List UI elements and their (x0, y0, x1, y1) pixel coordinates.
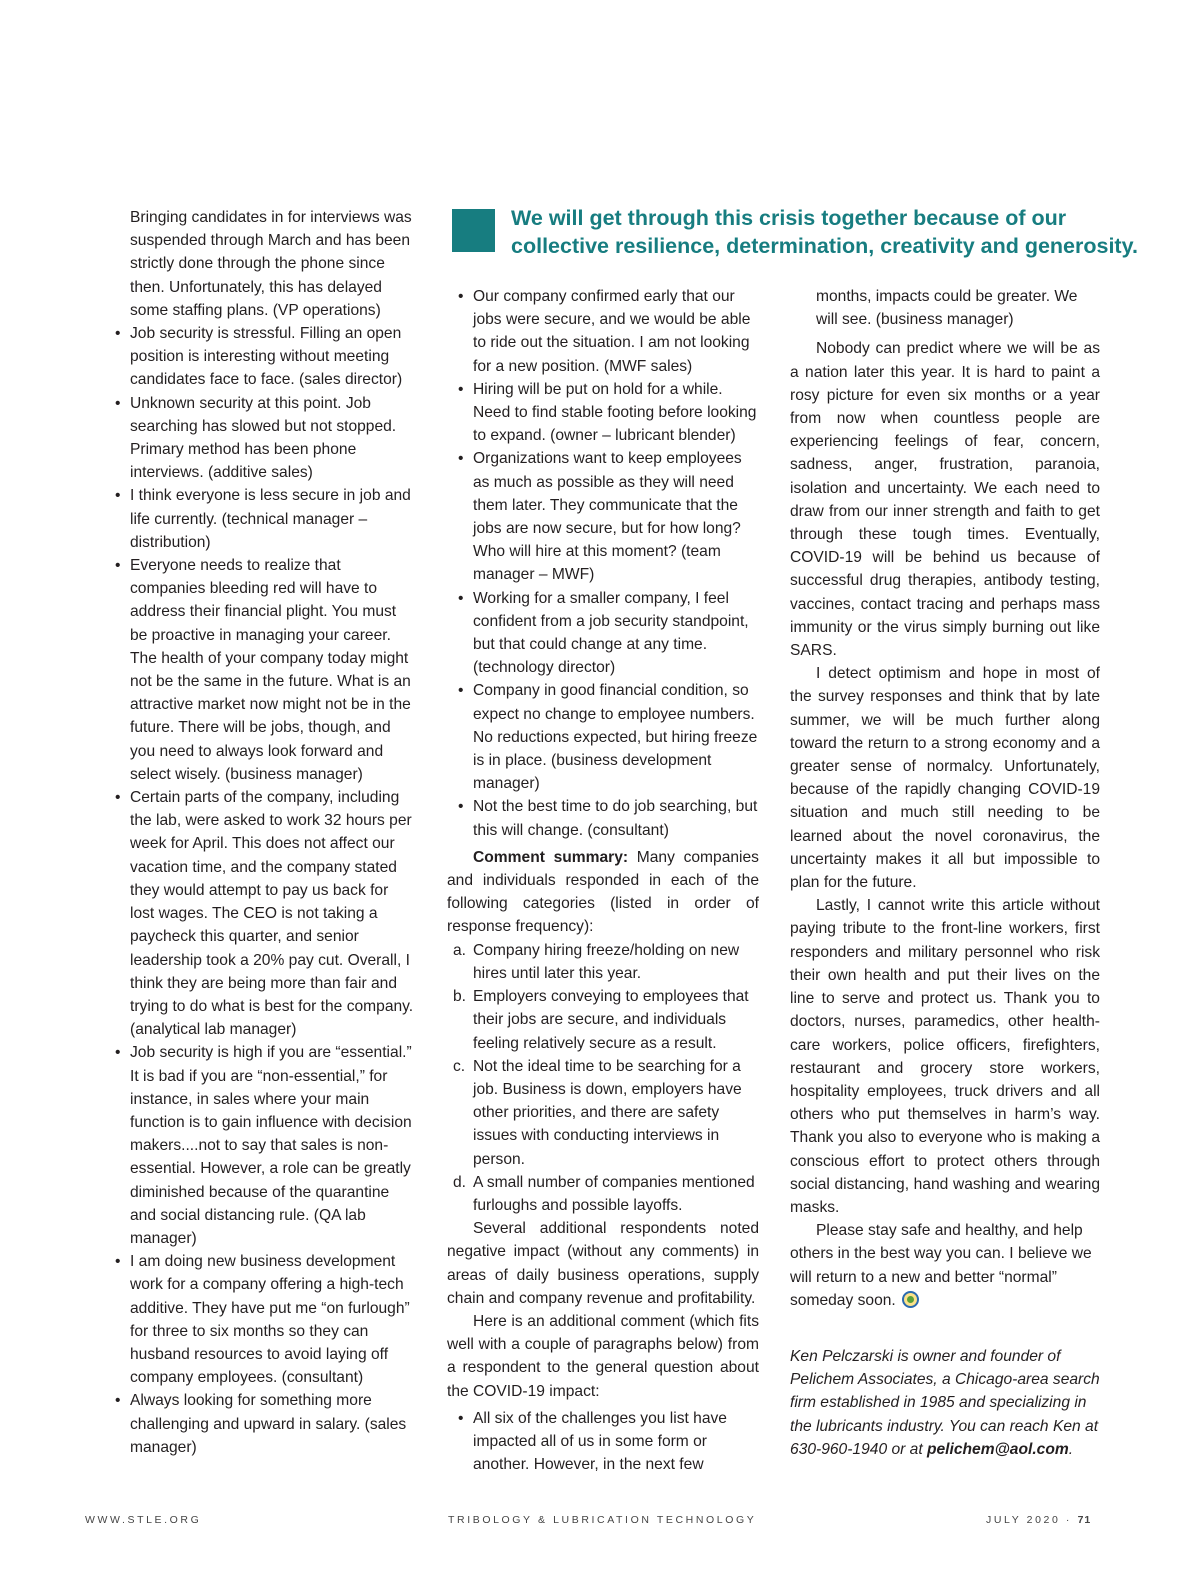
footer-separator: · (1065, 1514, 1073, 1526)
comment-item: • Job security is high if you are “essential.” It is bad if you are “non-essential,” for instance, in sales where your main function is to gain influence with decision makers....not to say that sales is non-essential. However, a role can be greatly diminished because of the quarantine and social distancing rule. (QA lab manager) (113, 1041, 415, 1250)
category-label: d. (453, 1173, 467, 1191)
comment-item: • Not the best time to do job searching, but this will change. (consultant) (447, 795, 759, 841)
comment-item: • Company in good financial condition, so expect no change to employee numbers. No reductions expected, but hiring freeze is in place. (business development manager) (447, 679, 759, 795)
comment-summary-text: Many companies and individuals responded in each of the following categories (listed in order of response frequency): (447, 848, 759, 936)
category-list (447, 939, 759, 1217)
category-label: c. (453, 1057, 466, 1075)
footer-publication: TRIBOLOGY & LUBRICATION TECHNOLOGY (448, 1514, 757, 1526)
comment-list (447, 1407, 759, 1477)
comment-item: • Everyone needs to realize that companies bleeding red will have to address their financial plight. You must be proactive in managing your career. The health of your company today might not be the same in the future. What is an attractive market now might not be in the future. There will be jobs, though, and you need to always look forward and select wisely. (business manager) (113, 554, 415, 786)
comment-list (447, 285, 759, 842)
author-bio-text: Ken Pelczarski is owner and founder of Pelichem Associates, a Chicago-area search firm established in 1985 and specializing in the lubricants industry. You can reach Ken at 630-960-1940 or at (790, 1347, 1100, 1458)
comment-item: • Hiring will be put on hold for a while. Need to find stable footing before looking to expand. (owner – lubricant blender) (447, 378, 759, 448)
category-item (447, 1055, 759, 1171)
author-bio (790, 1345, 1100, 1461)
comment-item: • Always looking for something more challenging and upward in salary. (sales manager) (113, 1389, 415, 1459)
comment-item: • Job security is stressful. Filling an open position is interesting without meeting candidates face to face. (sales director) (113, 322, 415, 392)
category-text: Company hiring freeze/holding on new hires until later this year. (473, 941, 740, 982)
category-item (447, 985, 759, 1055)
comment-summary-paragraph (447, 846, 759, 939)
body-paragraph: Lastly, I cannot write this article without paying tribute to the front-line workers, first responders and military personnel who risk their own health and put their lives on the line to serve and protect us. Thank you to doctors, nurses, paramedics, other health-care workers, police officers, firefighters, restaurant and grocery store workers, hospitality employees, truck drivers and all others who put themselves in harm’s way. Thank you also to everyone who is making a conscious effort to protect others through social distancing, hand washing and wearing masks. (790, 897, 1100, 1216)
comment-item: • Working for a smaller company, I feel confident from a job security standpoint, but that could change at any time. (technology director) (447, 587, 759, 680)
category-text: Employers conveying to employees that their jobs are secure, and individuals feeling relatively secure as a result. (473, 988, 749, 1052)
comment-item: • Unknown security at this point. Job searching has slowed but not stopped. Primary method has been phone interviews. (additive sales) (113, 392, 415, 485)
author-email: pelichem@aol.com (926, 1440, 1069, 1458)
footer-date-page (986, 1514, 1091, 1526)
comment-item: • I am doing new business development work for a company offering a high-tech additive. They have put me “on furlough” for three to six months so they can husband resources to avoid laying off company employees. (consultant) (113, 1250, 415, 1389)
closing-paragraph (790, 1219, 1100, 1312)
author-bio-end: . (1068, 1440, 1074, 1458)
category-label: a. (453, 941, 467, 959)
footer-website: WWW.STLE.ORG (85, 1514, 202, 1526)
category-item (447, 1171, 759, 1217)
column-1 (113, 206, 415, 1459)
category-text: A small number of companies mentioned furloughs and possible layoffs. (473, 1173, 755, 1214)
comment-list (113, 322, 415, 1459)
end-mark-icon (902, 1291, 919, 1308)
column-3 (790, 285, 1100, 1461)
footer-date: JULY 2020 (986, 1514, 1061, 1526)
category-item (447, 939, 759, 985)
comment-item: • Our company confirmed early that our jobs were secure, and we would be able to ride out the situation. I am not looking for a new position. (MWF sales) (447, 285, 759, 378)
continued-bullet-text: Bringing candidates in for interviews was suspended through March and has been strictly done through the phone since then. Unfortunately, this has delayed some staffing plans. (VP operations) (130, 209, 412, 319)
comment-item: • Certain parts of the company, including the lab, were asked to work 32 hours per week for April. This does not affect our vacation time, and the company stated they would attempt to pay us back for lost wages. The CEO is not taking a paycheck this quarter, and senior leadership took a 20% pay cut. Overall, I think they are being more than fair and trying to do what is best for the company. (analytical lab manager) (113, 786, 415, 1041)
comment-item: • Organizations want to keep employees as much as possible as they will need them later. They communicate that the jobs are now secure, but for how long? Who will hire at this moment? (team manager – MWF) (447, 447, 759, 586)
body-paragraph: I detect optimism and hope in most of the survey responses and think that by late summer, we will be much further along toward the return to a strong economy and a greater sense of normalcy. Unfortunately, because of the rapidly changing COVID-19 situation and much still needing to be learned about the novel coronavirus, the uncertainty makes it all but impossible to plan for the future. (790, 665, 1100, 892)
pull-quote-text: We will get through this crisis together because of our collective resilience, determination, creativity and generosity. (511, 206, 1138, 258)
comment-summary-label: Comment summary: (473, 848, 629, 866)
category-text: Not the ideal time to be searching for a job. Business is down, employers have other priorities, and there are safety issues with conducting interviews in person. (473, 1057, 742, 1168)
closing-text: Please stay safe and healthy, and help others in the best way you can. I believe we will return to a new and better “normal” someday soon. (790, 1222, 1092, 1309)
page-number: 71 (1077, 1514, 1092, 1526)
category-label: b. (453, 988, 467, 1006)
body-paragraph: Nobody can predict where we will be as a nation later this year. It is hard to paint a rosy picture for even six months or a year from now when countless people are experiencing feelings of fear, concern, sadness, anger, frustration, paranoia, isolation and uncertainty. We each need to draw from our inner strength and faith to get through these tough times. Eventually, COVID-19 will be behind us because of successful drug therapies, antibody testing, vaccines, contact tracing and perhaps mass immunity or the virus simply burning out like SARS. (790, 340, 1100, 660)
continued-bullet-text: months, impacts could be greater. We will see. (business manager) (816, 288, 1078, 329)
body-paragraph: Here is an additional comment (which fits well with a couple of paragraphs below) from a respondent to the general question about the COVID-19 impact: (447, 1312, 759, 1400)
comment-item: • All six of the challenges you list have impacted all of us in some form or another. However, in the next few (447, 1407, 759, 1477)
comment-item: • I think everyone is less secure in job and life currently. (technical manager – distribution) (113, 484, 415, 554)
column-2 (447, 285, 759, 1476)
teal-square-marker (452, 209, 495, 252)
body-paragraph: Several additional respondents noted negative impact (without any comments) in areas of daily business operations, supply chain and company revenue and profitability. (447, 1220, 759, 1307)
